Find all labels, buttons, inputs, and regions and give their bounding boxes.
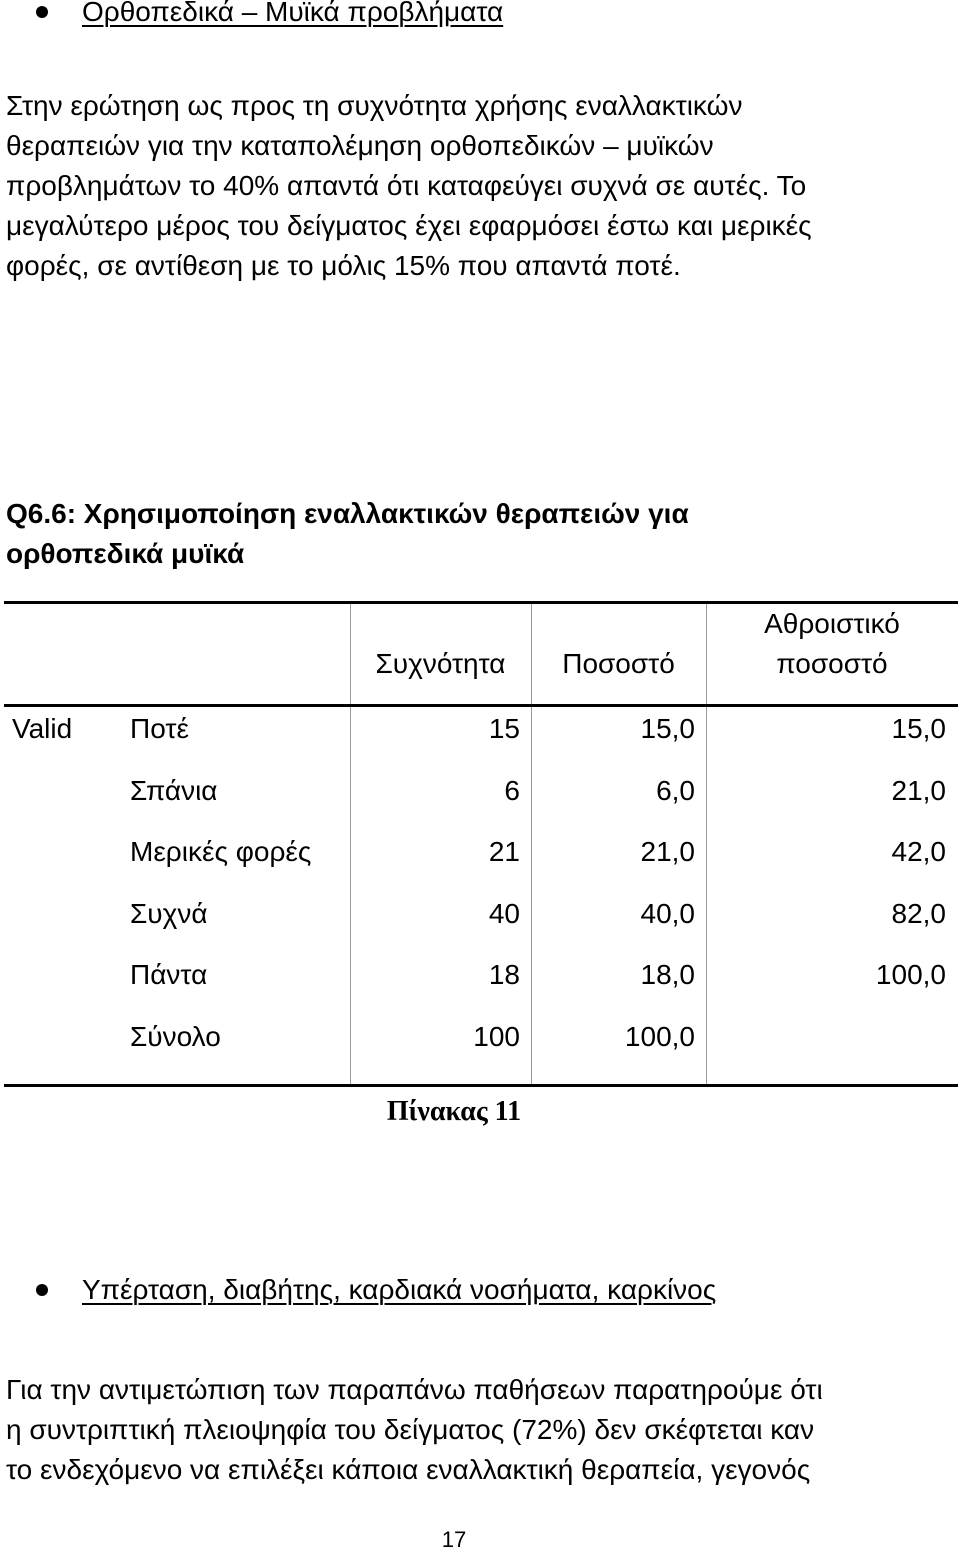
group-label-valid: Valid: [12, 713, 73, 744]
cell-percent: 40,0: [640, 898, 695, 929]
cell-frequency: 18: [488, 959, 520, 990]
section-heading-text: Ορθοπεδικά – Μυϊκά προβλήματα: [82, 0, 504, 27]
header-cumulative-percent: [706, 604, 958, 684]
cell-cumulative: 82,0: [891, 898, 946, 929]
intro-paragraph: [6, 86, 950, 286]
paragraph-line: προβλημάτων το 40% απαντά ότι καταφεύγει συχνά σε αυτές. Το: [6, 170, 807, 201]
cell-percent: 15,0: [640, 713, 695, 744]
paragraph-line: η συντριπτική πλειοψηφία του δείγματος (72%) δεν σκέφτεται καν: [6, 1414, 815, 1445]
paragraph-line: το ενδεχόμενο να επιλέξει κάποια εναλλακτική θεραπεία, γεγονός: [6, 1454, 811, 1485]
cell-percent: 21,0: [640, 836, 695, 867]
header-frequency: Συχνότητα: [375, 648, 506, 679]
section-heading-chronic-diseases: [0, 1274, 716, 1306]
header-percent: Ποσοστό: [562, 648, 675, 679]
cell-cumulative: 42,0: [891, 836, 946, 867]
frequency-table: [4, 601, 958, 1087]
table-title: [6, 494, 906, 574]
paragraph-line: Στην ερώτηση ως προς τη συχνότητα χρήσης εναλλακτικών: [6, 90, 743, 121]
cell-frequency: 15: [488, 713, 520, 744]
cell-frequency: 40: [488, 898, 520, 929]
paragraph-line: μεγαλύτερο μέρος του δείγματος έχει εφαρμόσει έστω και μερικές: [6, 210, 812, 241]
row-label: Ποτέ: [130, 713, 189, 744]
chronic-diseases-paragraph: [6, 1370, 950, 1490]
section-heading-orthopedic: [0, 0, 503, 28]
table-title-line: ορθοπεδικά μυϊκά: [6, 538, 245, 569]
cell-cumulative: 100,0: [875, 959, 946, 990]
header-cumulative-line: Αθροιστικό: [764, 608, 900, 639]
row-label: Συχνά: [130, 898, 208, 929]
cell-frequency: 21: [488, 836, 520, 867]
paragraph-line: Για την αντιμετώπιση των παραπάνω παθήσεων παρατηρούμε ότι: [6, 1374, 823, 1405]
cell-frequency: 100: [473, 1021, 520, 1052]
header-divider: [4, 704, 958, 707]
row-label: Σπάνια: [130, 775, 218, 806]
cell-percent: 18,0: [640, 959, 695, 990]
page-number: 17: [441, 1527, 467, 1552]
cell-cumulative: 21,0: [891, 775, 946, 806]
paragraph-line: θεραπειών για την καταπολέμηση ορθοπεδικών – μυϊκών: [6, 130, 714, 161]
section-heading-text: Υπέρταση, διαβήτης, καρδιακά νοσήματα, καρκίνος: [82, 1274, 717, 1305]
row-label: Μερικές φορές: [130, 836, 312, 867]
cell-percent: 100,0: [624, 1021, 695, 1052]
bullet-icon: [36, 6, 48, 18]
table-caption: Πίνακας 11: [386, 1096, 522, 1127]
row-label: Πάντα: [130, 959, 208, 990]
bullet-icon: [36, 1284, 48, 1296]
cell-frequency: 6: [504, 775, 520, 806]
cell-cumulative: 15,0: [891, 713, 946, 744]
paragraph-line: φορές, σε αντίθεση με το μόλις 15% που απαντά ποτέ.: [6, 250, 681, 281]
cell-percent: 6,0: [656, 775, 695, 806]
header-cumulative-line: ποσοστό: [776, 648, 888, 679]
table-title-line: Q6.6: Χρησιμοποίηση εναλλακτικών θεραπειών για: [6, 498, 689, 529]
row-label: Σύνολο: [130, 1021, 221, 1052]
